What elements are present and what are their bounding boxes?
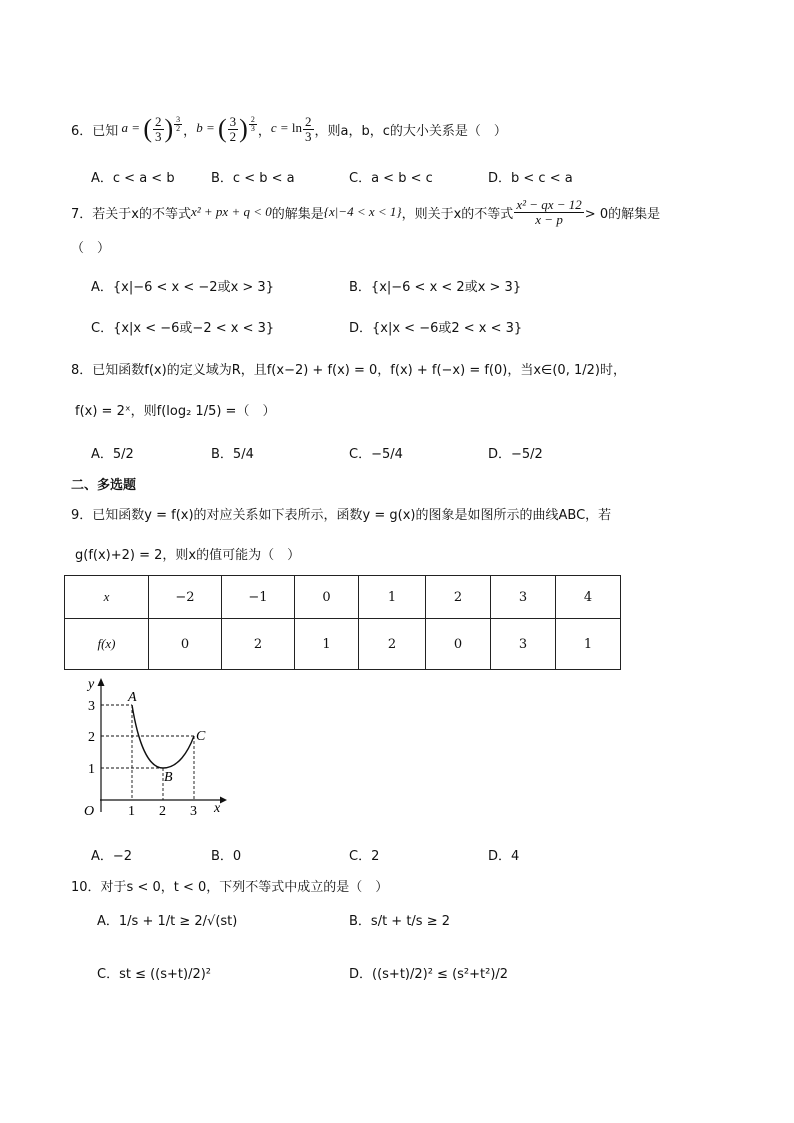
y-axis-arrow-icon <box>98 678 105 686</box>
table-cell: 3 <box>491 619 556 670</box>
q6-option-d[interactable]: D．b < c < a <box>488 171 573 186</box>
q9-option-a[interactable]: A．−2 <box>91 849 133 864</box>
q9-option-d[interactable]: D．4 <box>488 849 520 864</box>
origin-label: O <box>84 804 95 819</box>
table-row <box>65 619 621 670</box>
table-cell: 2 <box>359 619 426 670</box>
point-c-label: C <box>196 729 206 744</box>
question-8-stem-line2: f(x) = 2ˣ，则f(log₂ 1/5) =（ ） <box>75 404 276 419</box>
x-tick-label: 2 <box>159 804 166 819</box>
table-row <box>65 576 621 619</box>
table-cell: −2 <box>149 576 222 619</box>
q8-option-b[interactable]: B．5/4 <box>211 447 254 462</box>
q10-option-c[interactable]: C．st ≤ ((s+t)/2)² <box>97 967 212 982</box>
q10-option-a[interactable]: A．1/s + 1/t ≥ 2/√(st) <box>97 914 238 929</box>
function-table <box>64 575 621 670</box>
y-tick-label: 2 <box>88 730 95 745</box>
question-9-stem-line2: g(f(x)+2) = 2，则x的值可能为（ ） <box>75 548 301 563</box>
question-number: 8． <box>71 363 93 378</box>
section-heading: 二、多选题 <box>71 478 137 493</box>
q8-option-c[interactable]: C．−5/4 <box>349 447 403 462</box>
table-cell: 0 <box>426 619 491 670</box>
guide-lines <box>101 705 194 800</box>
curve-abc-graph <box>60 672 230 822</box>
q10-option-d[interactable]: D．((s+t)/2)² ≤ (s²+t²)/2 <box>349 967 509 982</box>
x-tick-label: 3 <box>190 804 197 819</box>
y-axis-label: y <box>88 677 95 692</box>
question-number: 6． <box>71 123 93 139</box>
q8-option-a[interactable]: A．5/2 <box>91 447 134 462</box>
q9-option-b[interactable]: B．0 <box>211 849 242 864</box>
q7-option-b[interactable]: B．{x|−6 < x < 2或x > 3} <box>349 280 522 295</box>
b-definition: b = ( $\frac{3}{2}$ ) $^{\frac{2}{3}}$ <box>196 113 255 144</box>
q7-option-d[interactable]: D．{x|x < −6或2 < x < 3} <box>349 321 523 336</box>
y-tick-label: 1 <box>88 762 95 777</box>
point-a-label: A <box>128 690 137 705</box>
q6-option-a[interactable]: A．c < a < b <box>91 171 175 186</box>
table-header-x: x <box>65 576 149 619</box>
q8-option-d[interactable]: D．−5/2 <box>488 447 543 462</box>
table-cell: 1 <box>359 576 426 619</box>
question-6-stem: 6． 已知 a = ( $\frac{2}{3}$ ) $^{\frac{3}{2}}$ ， b = ( $\frac{3}{2}$ ) $^{\frac{2}{3}}$ ， c = ln $\frac{2}{3}$ ，则a，b，c的大小关系是（ ） <box>71 113 507 144</box>
table-cell: 4 <box>556 576 621 619</box>
question-number: 7． <box>71 206 93 222</box>
q6-option-b[interactable]: B．c < b < a <box>211 171 295 186</box>
table-cell: 1 <box>295 619 359 670</box>
x-tick-label: 1 <box>128 804 135 819</box>
table-cell: 3 <box>491 576 556 619</box>
table-cell: −1 <box>222 576 295 619</box>
inequality-fraction: $\frac{\text{x² − qx − 12}}{x - p}$ <box>516 196 582 227</box>
question-number: 10． <box>71 880 101 895</box>
q7-option-a[interactable]: A．{x|−6 < x < −2或x > 3} <box>91 280 274 295</box>
point-b-label: B <box>164 770 173 785</box>
question-7-stem: 7． 若关于x的不等式 x² + px + q < 0 的解集是 {x|−4 < x < 1} ，则关于x的不等式 $\frac{\text{x² − qx − 12}}{x - p}$ > 0的解集是 <box>71 196 661 227</box>
table-cell: 1 <box>556 619 621 670</box>
question-number: 9． <box>71 508 93 523</box>
question-8-stem: 8．已知函数f(x)的定义域为R，且f(x−2) + f(x) = 0，f(x) + f(−x) = f(0)，当x∈(0, 1/2)时， <box>71 363 626 378</box>
table-cell: 0 <box>149 619 222 670</box>
q10-option-b[interactable]: B．s/t + t/s ≥ 2 <box>349 914 451 929</box>
q9-option-c[interactable]: C．2 <box>349 849 380 864</box>
q6-option-c[interactable]: C．a < b < c <box>349 171 433 186</box>
table-cell: 2 <box>426 576 491 619</box>
table-header-fx: f(x) <box>65 619 149 670</box>
table-cell: 2 <box>222 619 295 670</box>
question-10-stem: 10．对于s < 0，t < 0，下列不等式中成立的是（ ） <box>71 880 389 895</box>
x-axis-label: x <box>214 801 221 816</box>
q7-option-c[interactable]: C．{x|x < −6或−2 < x < 3} <box>91 321 275 336</box>
x-axis-arrow-icon <box>220 797 227 804</box>
a-definition: a = ( $\frac{2}{3}$ ) $^{\frac{3}{2}}$ <box>118 113 181 144</box>
y-tick-label: 3 <box>88 699 95 714</box>
question-9-stem: 9．已知函数y = f(x)的对应关系如下表所示，函数y = g(x)的图象是如图所示的曲线ABC，若 <box>71 508 612 523</box>
c-definition: c = ln $\frac{2}{3}$ <box>270 113 312 144</box>
curve-abc <box>132 705 194 768</box>
table-cell: 0 <box>295 576 359 619</box>
